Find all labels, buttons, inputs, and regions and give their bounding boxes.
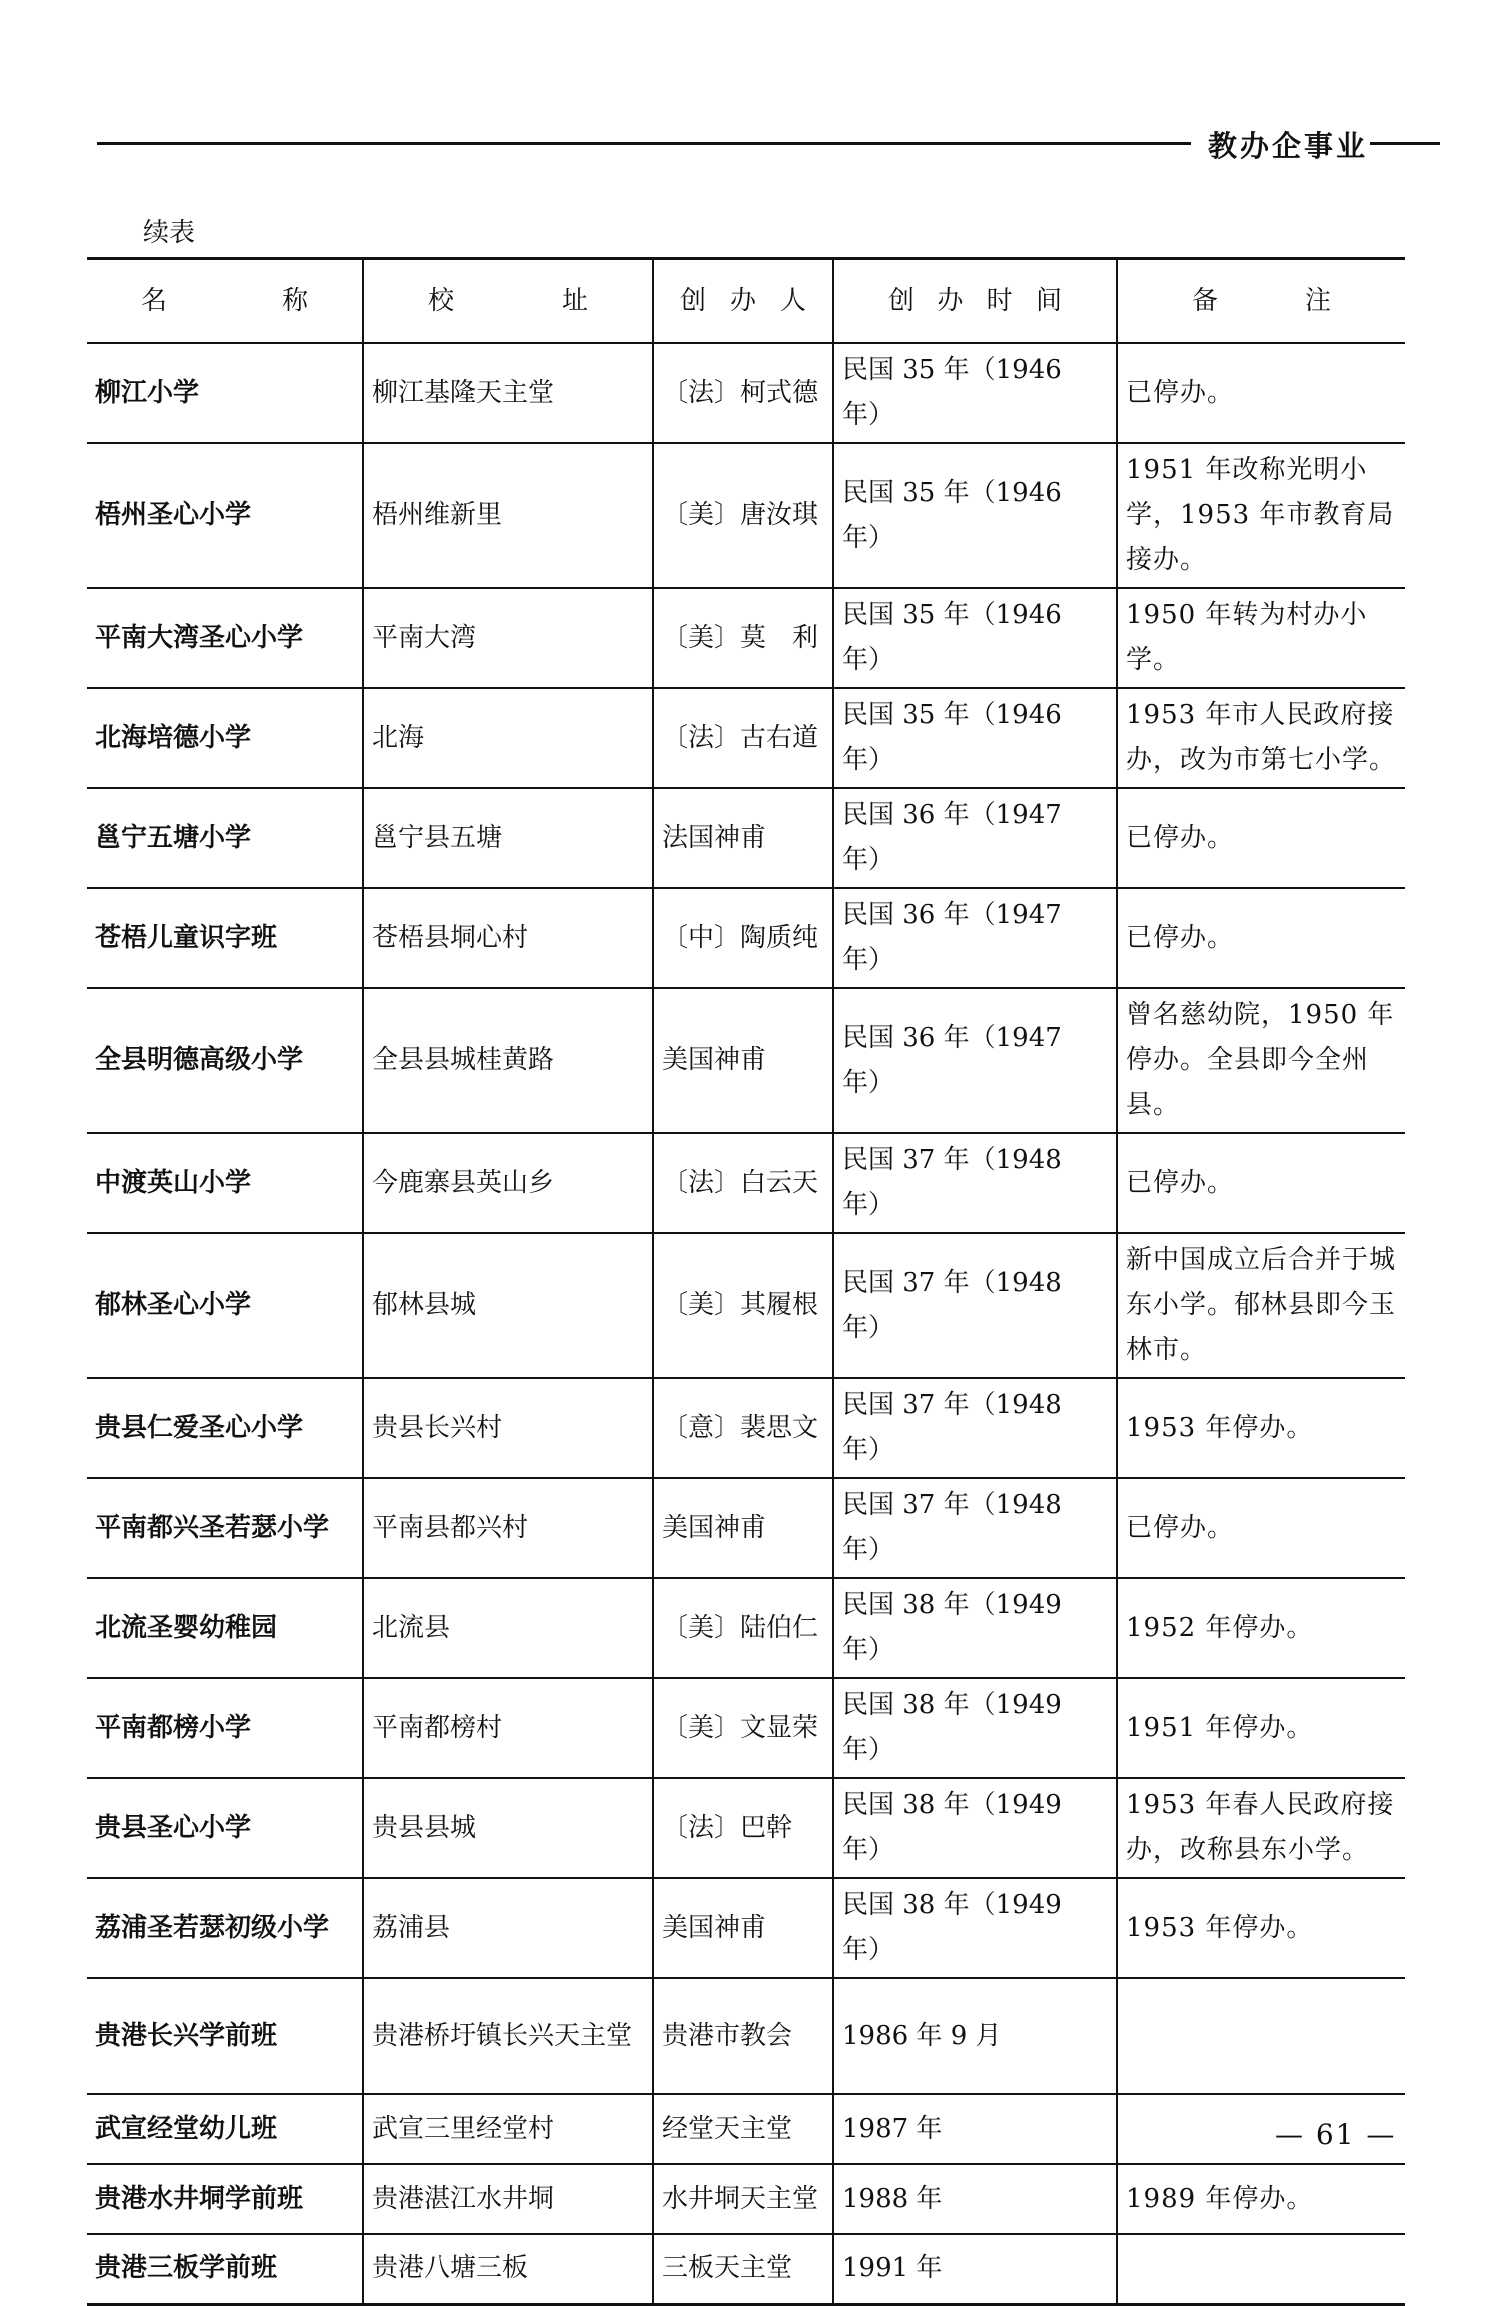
cell-site: 郁林县城	[363, 1233, 653, 1378]
table-row	[87, 1133, 1405, 1233]
cell-note: 1953 年春人民政府接办，改称县东小学。	[1117, 1778, 1405, 1878]
cell-site: 武宣三里经堂村	[363, 2094, 653, 2164]
cell-time: 民国 37 年（1948 年）	[833, 1378, 1117, 1478]
cell-founder: 贵港市教会	[653, 1978, 833, 2094]
cell-time: 民国 37 年（1948 年）	[833, 1133, 1117, 1233]
page-number: — 61 —	[1275, 2118, 1397, 2151]
table-row	[87, 2234, 1405, 2304]
table-row	[87, 1378, 1405, 1478]
table-row	[87, 2164, 1405, 2234]
cell-time: 1986 年 9 月	[833, 1978, 1117, 2094]
cell-founder: 三板天主堂	[653, 2234, 833, 2304]
cell-note: 1952 年停办。	[1117, 1578, 1405, 1678]
cell-name: 苍梧儿童识字班	[87, 888, 363, 988]
cell-site: 邕宁县五塘	[363, 788, 653, 888]
table-row	[87, 988, 1405, 1133]
cell-note: 已停办。	[1117, 888, 1405, 988]
cell-site: 贵县县城	[363, 1778, 653, 1878]
cell-site: 贵县长兴村	[363, 1378, 653, 1478]
cell-note: 1951 年改称光明小学，1953 年市教育局接办。	[1117, 443, 1405, 588]
table-row	[87, 1678, 1405, 1778]
cell-site: 贵港八塘三板	[363, 2234, 653, 2304]
header-rule-right	[1370, 142, 1440, 145]
cell-site: 苍梧县垌心村	[363, 888, 653, 988]
table-row	[87, 2094, 1405, 2164]
cell-founder: 〔美〕莫 利	[653, 588, 833, 688]
cell-time: 民国 35 年（1946 年）	[833, 588, 1117, 688]
cell-note: 1953 年停办。	[1117, 1878, 1405, 1978]
cell-time: 民国 35 年（1946 年）	[833, 443, 1117, 588]
cell-founder: 法国神甫	[653, 788, 833, 888]
cell-founder: 〔中〕陶质纯	[653, 888, 833, 988]
table-row	[87, 343, 1405, 443]
table-row	[87, 1778, 1405, 1878]
cell-note: 1989 年停办。	[1117, 2164, 1405, 2234]
cell-site: 今鹿寨县英山乡	[363, 1133, 653, 1233]
cell-time: 民国 35 年（1946 年）	[833, 343, 1117, 443]
table-row	[87, 588, 1405, 688]
cell-founder: 〔美〕其履根	[653, 1233, 833, 1378]
column-header-time: 创办时间	[833, 259, 1117, 344]
cell-time: 民国 37 年（1948 年）	[833, 1233, 1117, 1378]
table-row	[87, 1978, 1405, 2094]
cell-name: 邕宁五塘小学	[87, 788, 363, 888]
cell-name: 贵港水井垌学前班	[87, 2164, 363, 2234]
cell-site: 平南县都兴村	[363, 1478, 653, 1578]
table-row	[87, 688, 1405, 788]
schools-table	[87, 257, 1405, 2306]
cell-time: 民国 36 年（1947 年）	[833, 888, 1117, 988]
cell-note: 1953 年市人民政府接办，改为市第七小学。	[1117, 688, 1405, 788]
cell-founder: 〔美〕文显荣	[653, 1678, 833, 1778]
table-row	[87, 1233, 1405, 1378]
cell-time: 民国 37 年（1948 年）	[833, 1478, 1117, 1578]
cell-time: 民国 38 年（1949 年）	[833, 1778, 1117, 1878]
cell-name: 北流圣婴幼稚园	[87, 1578, 363, 1678]
table-row	[87, 888, 1405, 988]
cell-note	[1117, 2234, 1405, 2304]
cell-site: 北流县	[363, 1578, 653, 1678]
cell-note: 曾名慈幼院，1950 年停办。全县即今全州县。	[1117, 988, 1405, 1133]
cell-name: 北海培德小学	[87, 688, 363, 788]
cell-time: 民国 38 年（1949 年）	[833, 1578, 1117, 1678]
cell-founder: 〔意〕裴思文	[653, 1378, 833, 1478]
table-row	[87, 788, 1405, 888]
cell-name: 柳江小学	[87, 343, 363, 443]
cell-founder: 经堂天主堂	[653, 2094, 833, 2164]
cell-note	[1117, 1978, 1405, 2094]
section-title: 教办企事业	[1208, 129, 1369, 163]
table-row	[87, 1878, 1405, 1978]
cell-founder: 〔美〕唐汝琪	[653, 443, 833, 588]
cell-note: 1953 年停办。	[1117, 1378, 1405, 1478]
cell-note: 已停办。	[1117, 1133, 1405, 1233]
cell-site: 贵港桥圩镇长兴天主堂	[363, 1978, 653, 2094]
table-header-row	[87, 259, 1405, 344]
column-header-note: 备注	[1117, 259, 1405, 344]
cell-founder: 〔法〕白云天	[653, 1133, 833, 1233]
cell-founder: 美国神甫	[653, 988, 833, 1133]
cell-time: 民国 38 年（1949 年）	[833, 1678, 1117, 1778]
cell-site: 平南都榜村	[363, 1678, 653, 1778]
cell-time: 1987 年	[833, 2094, 1117, 2164]
table-row	[87, 1478, 1405, 1578]
cell-note: 已停办。	[1117, 1478, 1405, 1578]
cell-founder: 美国神甫	[653, 1478, 833, 1578]
cell-name: 平南都榜小学	[87, 1678, 363, 1778]
cell-site: 荔浦县	[363, 1878, 653, 1978]
cell-note: 1951 年停办。	[1117, 1678, 1405, 1778]
cell-name: 武宣经堂幼儿班	[87, 2094, 363, 2164]
cell-time: 1991 年	[833, 2234, 1117, 2304]
cell-name: 郁林圣心小学	[87, 1233, 363, 1378]
cell-time: 民国 36 年（1947 年）	[833, 988, 1117, 1133]
column-header-founder: 创办人	[653, 259, 833, 344]
cell-name: 全县明德高级小学	[87, 988, 363, 1133]
cell-site: 柳江基隆天主堂	[363, 343, 653, 443]
cell-name: 平南大湾圣心小学	[87, 588, 363, 688]
cell-founder: 〔法〕柯式德	[653, 343, 833, 443]
cell-name: 荔浦圣若瑟初级小学	[87, 1878, 363, 1978]
cell-name: 梧州圣心小学	[87, 443, 363, 588]
column-header-site: 校址	[363, 259, 653, 344]
cell-founder: 〔法〕古右道	[653, 688, 833, 788]
cell-founder: 美国神甫	[653, 1878, 833, 1978]
cell-founder: 〔美〕陆伯仁	[653, 1578, 833, 1678]
cell-time: 1988 年	[833, 2164, 1117, 2234]
cell-name: 贵港三板学前班	[87, 2234, 363, 2304]
cell-time: 民国 35 年（1946 年）	[833, 688, 1117, 788]
table-row	[87, 1578, 1405, 1678]
cell-name: 贵港长兴学前班	[87, 1978, 363, 2094]
cell-site: 贵港湛江水井垌	[363, 2164, 653, 2234]
cell-note: 1950 年转为村办小学。	[1117, 588, 1405, 688]
table-caption: 续表	[143, 218, 196, 248]
cell-note: 新中国成立后合并于城东小学。郁林县即今玉林市。	[1117, 1233, 1405, 1378]
cell-founder: 水井垌天主堂	[653, 2164, 833, 2234]
cell-site: 梧州维新里	[363, 443, 653, 588]
cell-note: 已停办。	[1117, 788, 1405, 888]
cell-name: 平南都兴圣若瑟小学	[87, 1478, 363, 1578]
cell-founder: 〔法〕巴幹	[653, 1778, 833, 1878]
cell-site: 平南大湾	[363, 588, 653, 688]
cell-note: 已停办。	[1117, 343, 1405, 443]
column-header-name: 名称	[87, 259, 363, 344]
table-row	[87, 443, 1405, 588]
cell-name: 贵县仁爱圣心小学	[87, 1378, 363, 1478]
cell-time: 民国 36 年（1947 年）	[833, 788, 1117, 888]
cell-site: 全县县城桂黄路	[363, 988, 653, 1133]
cell-name: 贵县圣心小学	[87, 1778, 363, 1878]
cell-site: 北海	[363, 688, 653, 788]
header-rule	[97, 142, 1191, 145]
cell-name: 中渡英山小学	[87, 1133, 363, 1233]
cell-time: 民国 38 年（1949 年）	[833, 1878, 1117, 1978]
